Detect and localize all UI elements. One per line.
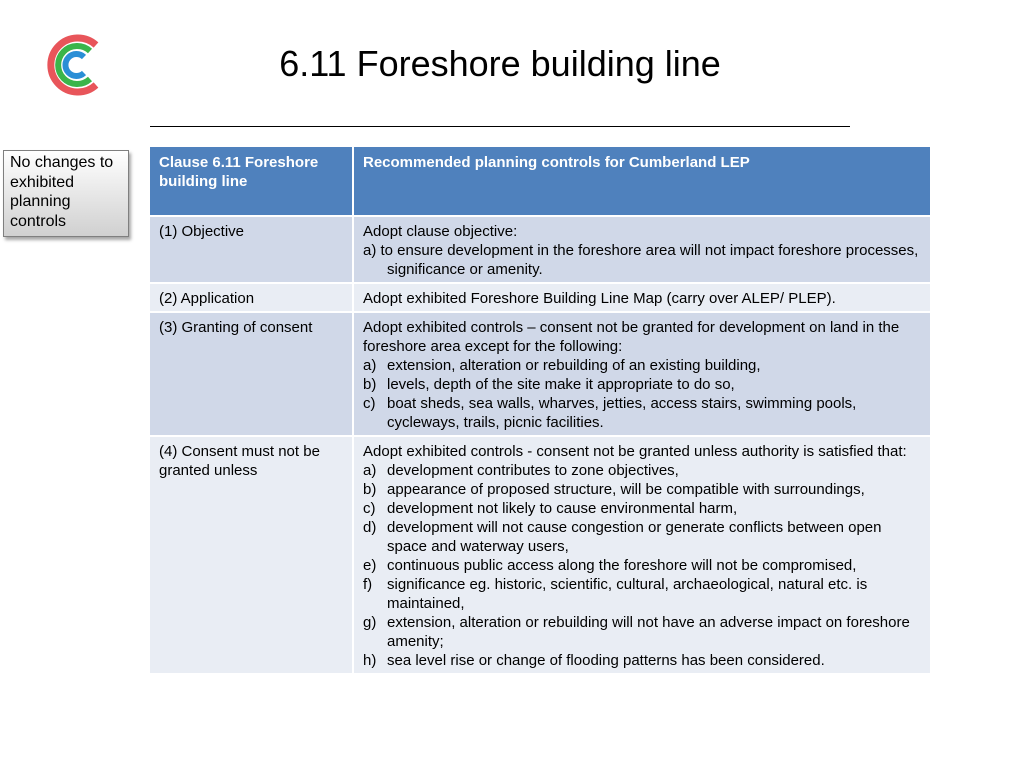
- list-item-text: levels, depth of the site make it appropriate to do so,: [387, 376, 735, 393]
- controls-cell: [354, 313, 930, 437]
- list-item: [363, 461, 921, 480]
- list-item: [363, 556, 921, 575]
- controls-cell: [354, 284, 930, 313]
- list-item-text: development not likely to cause environmental harm,: [387, 500, 738, 517]
- controls-intro: Adopt clause objective:: [363, 223, 518, 240]
- list-item-text: extension, alteration or rebuilding of an existing building,: [387, 357, 761, 374]
- table-header-row: [150, 147, 930, 217]
- list-marker: e): [363, 557, 377, 574]
- control-list: [363, 356, 921, 432]
- list-marker: c): [363, 395, 376, 412]
- controls-intro: Adopt exhibited controls - consent not be granted unless authority is satisfied that:: [363, 443, 907, 460]
- clause-cell: (2) Application: [150, 284, 354, 313]
- list-item: [363, 480, 921, 499]
- header-recommended-controls: Recommended planning controls for Cumberland LEP: [354, 147, 930, 217]
- list-item-text: sea level rise or change of flooding patterns has been considered.: [387, 652, 825, 669]
- list-marker: c): [363, 500, 376, 517]
- list-item: [363, 356, 921, 375]
- list-item: [363, 518, 921, 556]
- list-marker: a): [363, 357, 377, 374]
- list-item-text: boat sheds, sea walls, wharves, jetties, access stairs, swimming pools, cycleways, trails, picnic facilities.: [387, 395, 857, 431]
- list-item-text: extension, alteration or rebuilding will not have an adverse impact on foreshore amenity;: [387, 614, 910, 650]
- council-logo: [44, 32, 104, 98]
- list-marker: d): [363, 519, 377, 536]
- objective-text: a) to ensure development in the foreshore area will not impact foreshore processes, significance or amenity.: [363, 242, 919, 278]
- clause-cell: (1) Objective: [150, 217, 354, 284]
- list-item-text: appearance of proposed structure, will be compatible with surroundings,: [387, 481, 865, 498]
- list-marker: a): [363, 462, 377, 479]
- logo-icon: [44, 32, 104, 98]
- header-clause: Clause 6.11 Foreshore building line: [150, 147, 354, 217]
- list-item: [363, 651, 921, 670]
- list-marker: h): [363, 652, 377, 669]
- table-row: [150, 217, 930, 284]
- list-item-text: development will not cause congestion or generate conflicts between open space and waterway users,: [387, 519, 882, 555]
- clause-cell: (3) Granting of consent: [150, 313, 354, 437]
- controls-intro: Adopt exhibited controls – consent not be granted for development on land in the foreshore area except for the following:: [363, 319, 900, 355]
- control-list: [363, 461, 921, 670]
- controls-cell: [354, 437, 930, 675]
- table-row: [150, 437, 930, 675]
- list-item: [363, 499, 921, 518]
- controls-cell: [354, 217, 930, 284]
- no-changes-note: No changes to exhibited planning controls: [3, 150, 129, 237]
- list-marker: b): [363, 376, 377, 393]
- list-item: [363, 613, 921, 651]
- table-row: [150, 284, 930, 313]
- clause-cell: (4) Consent must not be granted unless: [150, 437, 354, 675]
- list-item: [363, 394, 921, 432]
- list-marker: b): [363, 481, 377, 498]
- list-item-text: significance eg. historic, scientific, cultural, archaeological, natural etc. is maintained,: [387, 576, 868, 612]
- slide-title: 6.11 Foreshore building line: [279, 43, 721, 84]
- list-item: [363, 575, 921, 613]
- list-item-text: continuous public access along the foreshore will not be compromised,: [387, 557, 857, 574]
- planning-controls-table: [150, 147, 930, 675]
- list-marker: f): [363, 576, 373, 593]
- list-item-text: development contributes to zone objectives,: [387, 462, 679, 479]
- controls-intro: Adopt exhibited Foreshore Building Line Map (carry over ALEP/ PLEP).: [363, 290, 836, 307]
- title-divider: [150, 126, 850, 127]
- table-row: [150, 313, 930, 437]
- list-item: [363, 375, 921, 394]
- list-marker: g): [363, 614, 377, 631]
